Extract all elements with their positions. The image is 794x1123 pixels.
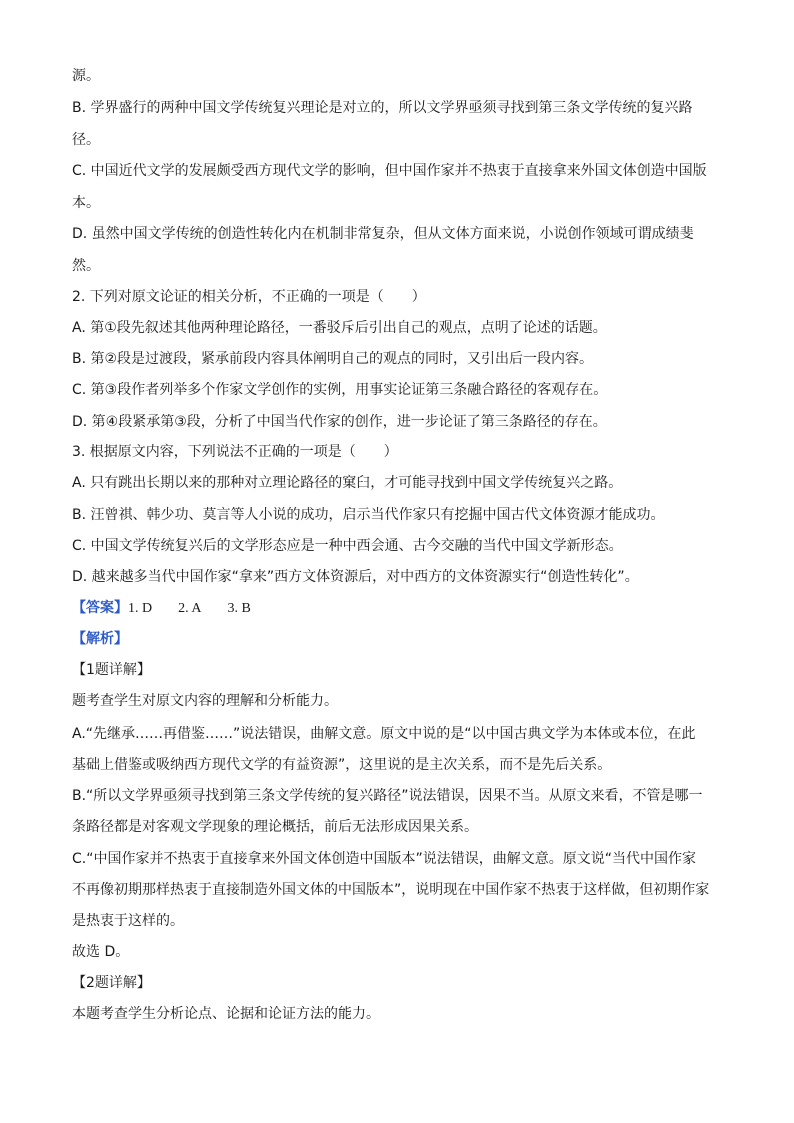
detail-text-line: 基础上借鉴或吸纳西方现代文学的有益资源”，这里说的是主次关系，而不是先后关系。 bbox=[72, 757, 612, 773]
text-line: 然。 bbox=[72, 258, 100, 274]
detail-text-line: 本题考查学生分析论点、论据和论证方法的能力。 bbox=[72, 1006, 380, 1022]
detail-text-line: C.“中国作家并不热衷于直接拿来外国文体创造中国版本”说法错误，曲解文意。原文说“当代中国作家 bbox=[72, 851, 696, 867]
detail-text-line: 是热衷于这样的。 bbox=[72, 913, 184, 929]
answer-line bbox=[72, 598, 732, 619]
question-3-option-b: B. 汪曾祺、韩少功、莫言等人小说的成功，启示当代作家只有挖掘中国古代文体资源才能成功。 bbox=[72, 507, 665, 523]
detail-text-line: 题考查学生对原文内容的理解和分析能力。 bbox=[72, 693, 338, 709]
detail-heading-1: 【1题详解】 bbox=[72, 662, 151, 678]
question-3-option-c: C. 中国文学传统复兴后的文学形态应是一种中西会通、古今交融的当代中国文学新形态。 bbox=[72, 538, 623, 554]
question-2-option-c: C. 第③段作者列举多个作家文学创作的实例，用事实论证第三条融合路径的客观存在。 bbox=[72, 382, 608, 398]
option-b-line: B. 学界盛行的两种中国文学传统复兴理论是对立的，所以文学界亟须寻找到第三条文学传统的复兴路 bbox=[72, 100, 693, 116]
text-line: 源。 bbox=[72, 68, 100, 84]
analysis-tag: 【解析】 bbox=[72, 631, 128, 647]
answer-item: 1. D bbox=[128, 601, 153, 616]
detail-text-line: B.“所以文学界亟须寻找到第三条文学传统的复兴路径”说法错误，因果不当。从原文来看，不管是哪一 bbox=[72, 788, 703, 804]
option-c-line: C. 中国近代文学的发展颇受西方现代文学的影响，但中国作家并不热衷于直接拿来外国文体创造中国版 bbox=[72, 163, 707, 179]
text-line: 径。 bbox=[72, 132, 100, 148]
question-2-option-a: A. 第①段先叙述其他两种理论路径，一番驳斥后引出自己的观点，点明了论述的话题。 bbox=[72, 320, 607, 336]
answer-item: 2. A bbox=[178, 601, 202, 616]
analysis-heading bbox=[72, 629, 732, 649]
detail-text-line: 条路径都是对客观文学现象的理论概括，前后无法形成因果关系。 bbox=[72, 819, 478, 835]
question-3-stem: 3. 根据原文内容，下列说法不正确的一项是（ ） bbox=[72, 444, 398, 460]
answer-tag: 【答案】 bbox=[72, 600, 128, 616]
question-2-option-d: D. 第④段紧承第③段，分析了中国当代作家的创作，进一步论证了第三条路径的存在。 bbox=[72, 414, 607, 430]
detail-text-line: 不再像初期那样热衷于直接制造外国文体的中国版本”，说明现在中国作家不热衷于这样做，但初期作家 bbox=[72, 882, 710, 898]
detail-text-line: A.“先继承……再借鉴……”说法错误，曲解文意。原文中说的是“以中国古典文学为本体或本位，在此 bbox=[72, 726, 696, 742]
text-line: 本。 bbox=[72, 195, 100, 211]
detail-heading-2: 【2题详解】 bbox=[72, 975, 151, 991]
question-3-option-d: D. 越来越多当代中国作家“拿来”西方文体资源后，对中西方的文体资源实行“创造性转化”。 bbox=[72, 569, 639, 585]
detail-conclusion: 故选 D。 bbox=[72, 944, 130, 960]
question-2-stem: 2. 下列对原文论证的相关分析，不正确的一项是（ ） bbox=[72, 289, 426, 305]
question-2-option-b: B. 第②段是过渡段，紧承前段内容具体阐明自己的观点的同时，又引出后一段内容。 bbox=[72, 351, 594, 367]
option-d-line: D. 虽然中国文学传统的创造性转化内在机制非常复杂，但从文体方面来说，小说创作领域可谓成绩斐 bbox=[72, 226, 694, 242]
answer-item: 3. B bbox=[227, 601, 251, 616]
question-3-option-a: A. 只有跳出长期以来的那种对立理论路径的窠臼，才可能寻找到中国文学传统复兴之路。 bbox=[72, 475, 623, 491]
